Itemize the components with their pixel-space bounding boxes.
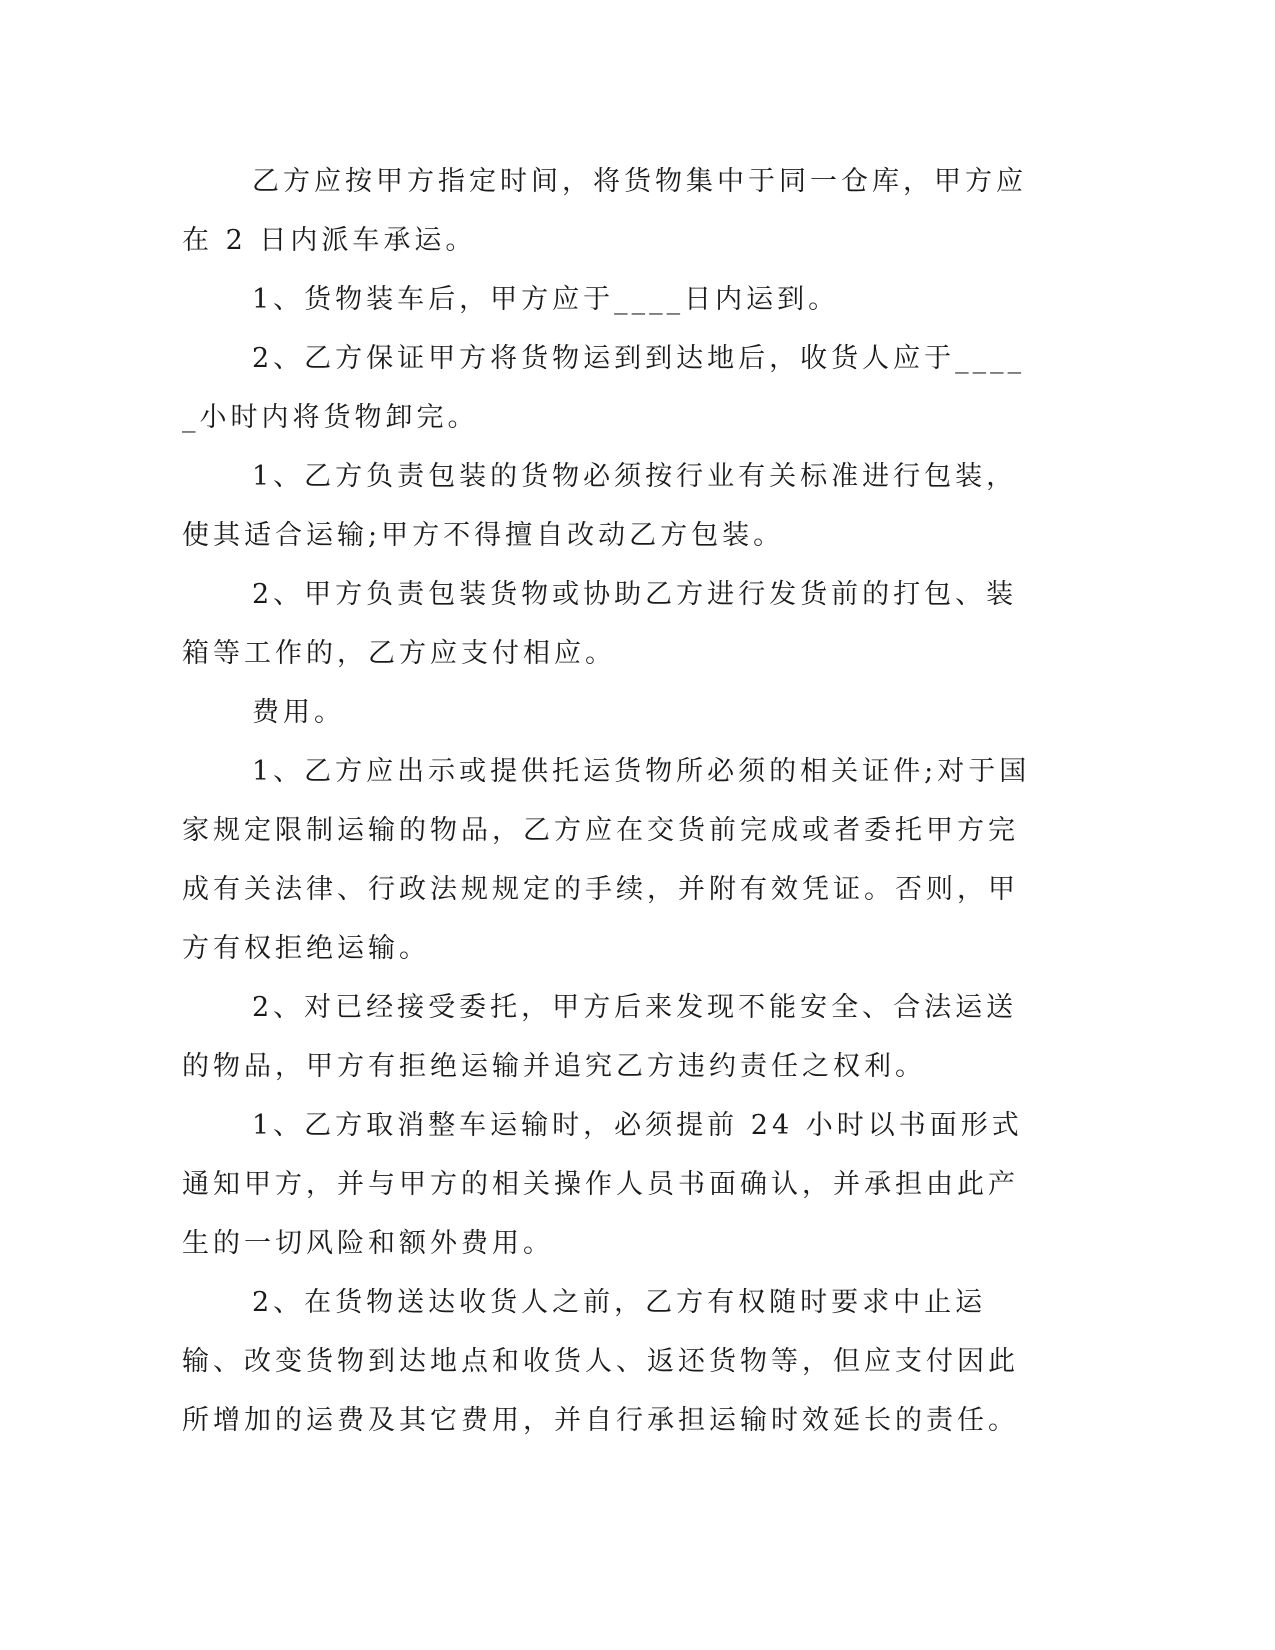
paragraph-change-delivery: 2、在货物送达收货人之前，乙方有权随时要求中止运输、改变货物到达地点和收货人、返还货物等，但应支付因此所增加的运费及其它费用，并自行承担运输时效延长的责任。 (182, 1287, 1019, 1436)
paragraph-packaging-standard: 1、乙方负责包装的货物必须按行业有关标准进行包装，使其适合运输;甲方不得擅自改动乙方包装。 (182, 461, 1018, 551)
paragraph-certificates: 1、乙方应出示或提供托运货物所必须的相关证件;对于国家规定限制运输的物品，乙方应在交货前完成或者委托甲方完成有关法律、行政法规规定的手续，并附有效凭证。否则，甲方有权拒绝运输。 (182, 756, 1031, 964)
document-body (182, 152, 1032, 1450)
paragraph-fees: 费用。 (252, 697, 345, 728)
paragraph-packing-assistance: 2、甲方负责包装货物或协助乙方进行发货前的打包、装箱等工作的，乙方应支付相应。 (182, 579, 1018, 669)
paragraph-unloading-hours: 2、乙方保证甲方将货物运到到达地后，收货人应于_____小时内将货物卸完。 (182, 343, 1026, 433)
paragraph-delivery-days: 1、货物装车后，甲方应于____日内运到。 (252, 284, 840, 315)
paragraph-refuse-transport: 2、对已经接受委托，甲方后来发现不能安全、合法运送的物品，甲方有拒绝运输并追究乙方违约责任之权利。 (182, 992, 1018, 1082)
paragraph-cancel-transport: 1、乙方取消整车运输时，必须提前 24 小时以书面形式通知甲方，并与甲方的相关操作人员书面确认，并承担由此产生的一切风险和额外费用。 (182, 1110, 1023, 1259)
paragraph-warehouse-dispatch: 乙方应按甲方指定时间，将货物集中于同一仓库，甲方应在 2 日内派车承运。 (182, 166, 1027, 256)
